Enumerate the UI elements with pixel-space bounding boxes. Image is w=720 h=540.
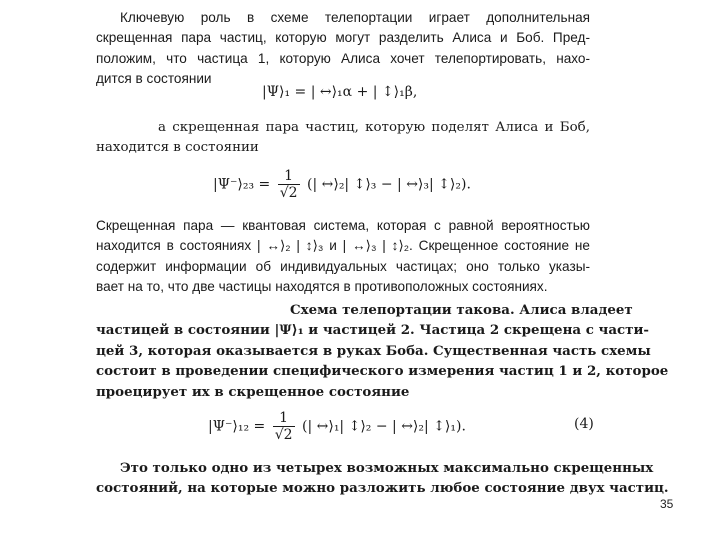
text-line: вает на то, что две частицы находятся в противоположных состояниях. <box>96 279 548 295</box>
equation-lhs: |Ψ⁻⟩₁₂ = <box>208 418 266 435</box>
text-line: находится в состояниях | ↔⟩₂ | ↕⟩₃ и | ↔⟩₃ | ↕⟩₂. Скрещенное состояние не <box>96 238 590 254</box>
fraction-denominator: √2 <box>279 185 298 201</box>
text-line: цей 3, которая оказывается в руках Боба. Существенная часть схемы <box>96 342 651 359</box>
text-line: Схема телепортации такова. Алиса владеет <box>290 302 633 318</box>
fraction-denominator: √2 <box>274 427 293 443</box>
paragraph-entangled-pair <box>96 118 590 159</box>
equation-lhs: |Ψ⁻⟩₂₃ = <box>213 176 271 193</box>
text-line: частицей в состоянии |Ψ⟩₁ и частицей 2. Частица 2 скрещена с части- <box>96 322 649 339</box>
text-line: Скрещенная пара — квантовая система, которая с равной вероятностью <box>96 218 590 233</box>
equation-psi-state: |Ψ⟩₁ = | ↔⟩₁α + | ↕⟩₁β, <box>262 84 418 100</box>
text-line: находится в состоянии <box>96 140 259 156</box>
paragraph-conclusion <box>96 458 669 499</box>
page-number: 35 <box>660 497 674 511</box>
fraction-numerator: 1 <box>278 168 300 185</box>
text-line: дится в состоянии <box>96 71 212 87</box>
text-line: а скрещенная пара частиц, которую поделят Алиса и Боб, <box>158 120 590 135</box>
equation-rhs: (| ↔⟩₂| ↕⟩₃ − | ↔⟩₃| ↕⟩₂). <box>307 176 471 193</box>
text-line: состоит в проведении специфического измерения частиц 1 и 2, которое <box>96 363 669 380</box>
equation-singlet-23 <box>213 168 471 201</box>
equation-number: (4) <box>574 416 594 432</box>
equation-rhs: (| ↔⟩₁| ↕⟩₂ − | ↔⟩₂| ↕⟩₁). <box>302 418 466 435</box>
text-line: Ключевую роль в схеме телепортации играет дополнительная <box>120 10 590 25</box>
fraction-numerator: 1 <box>273 410 295 427</box>
paragraph-intro <box>96 8 590 90</box>
fraction <box>278 168 300 201</box>
text-line: проецирует их в скрещенное состояние <box>96 383 410 400</box>
text-line: Это только одно из четырех возможных максимально скрещенных <box>120 460 654 476</box>
paragraph-scheme <box>96 300 669 402</box>
equation-singlet-12 <box>208 410 466 443</box>
paragraph-definition <box>96 216 590 298</box>
text-line: скрещенная пара частиц, которую могут разделить Алиса и Боб. Пред- <box>96 30 590 46</box>
fraction <box>273 410 295 443</box>
text-line: состояний, на которые можно разложить любое состояние двух частиц. <box>96 480 669 497</box>
text-line: положим, что частица 1, которую Алиса хочет телепортировать, нахо- <box>96 50 590 66</box>
text-line: содержит информации об индивидуальных частицах; оно только указы- <box>96 258 590 274</box>
